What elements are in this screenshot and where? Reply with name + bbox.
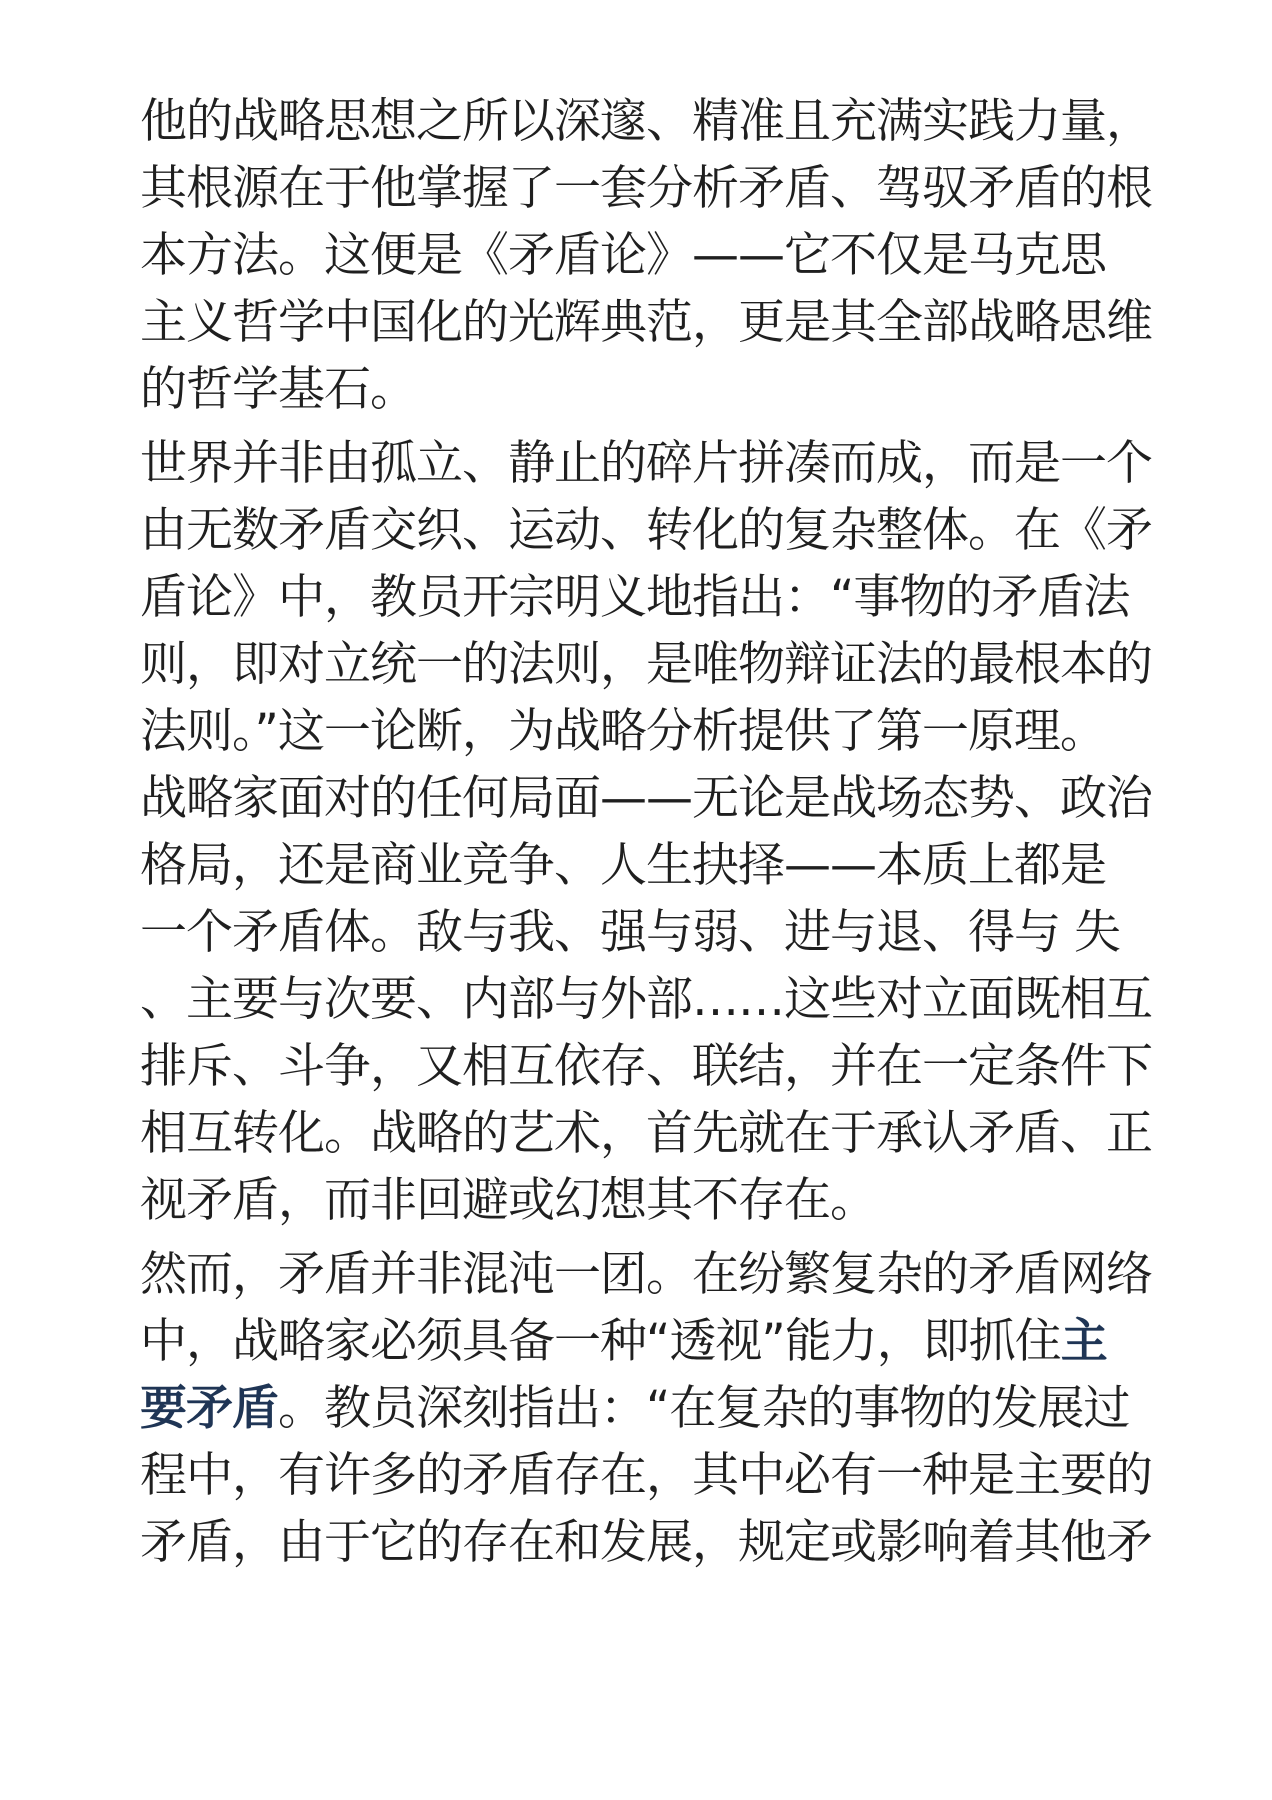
paragraph-3 <box>140 1241 1152 1576</box>
paragraph-2 <box>140 430 1152 1234</box>
text-line: 然而，矛盾并非混沌一团。在纷繁复杂的矛盾网络 <box>140 1247 1152 1302</box>
emphasis-main-contradiction: 要矛盾 <box>140 1381 278 1436</box>
text-line: 其根源在于他掌握了一套分析矛盾、驾驭矛盾的根 <box>140 161 1152 216</box>
text-line: 本方法。这便是《矛盾论》——它不仅是马克思 <box>140 228 1106 283</box>
text-line: 则，即对立统一的法则，是唯物辩证法的最根本的 <box>140 637 1152 692</box>
text-line: 主义哲学中国化的光辉典范，更是其全部战略思维 <box>140 295 1152 350</box>
article-body <box>140 88 1152 1583</box>
text-line: 格局，还是商业竞争、人生抉择——本质上都是 <box>140 838 1106 893</box>
text-line: 法则。”这一论断，为战略分析提供了第一原理。 <box>140 704 1106 759</box>
text-line: 的哲学基石。 <box>140 362 416 417</box>
text-line: 盾论》中，教员开宗明义地指出：“事物的矛盾法 <box>140 570 1130 625</box>
text-line: 、主要与次要、内部与外部……这些对立面既相互 <box>140 972 1152 1027</box>
text-line: 程中，有许多的矛盾存在，其中必有一种是主要的 <box>140 1448 1152 1503</box>
text-segment: 。教员深刻指出：“在复杂的事物的发展过 <box>278 1381 1130 1436</box>
text-line: 一个矛盾体。敌与我、强与弱、进与退、得与 失 <box>140 905 1120 960</box>
paragraph-1 <box>140 88 1152 423</box>
text-line: 排斥、斗争，又相互依存、联结，并在一定条件下 <box>140 1039 1152 1094</box>
text-line: 视矛盾，而非回避或幻想其不存在。 <box>140 1173 876 1228</box>
emphasis-main-contradiction: 主 <box>1060 1314 1107 1369</box>
text-line <box>140 1308 1140 1375</box>
text-segment: 中，战略家必须具备一种“透视”能力，即抓住 <box>140 1314 1061 1369</box>
text-line <box>140 1375 1140 1442</box>
text-line: 由无数矛盾交织、运动、转化的复杂整体。在《矛 <box>140 503 1152 558</box>
text-line: 世界并非由孤立、静止的碎片拼凑而成，而是一个 <box>140 436 1152 491</box>
text-line: 相互转化。战略的艺术，首先就在于承认矛盾、正 <box>140 1106 1152 1161</box>
text-line: 他的战略思想之所以深邃、精准且充满实践力量， <box>140 94 1152 149</box>
text-line: 战略家面对的任何局面——无论是战场态势、政治 <box>140 771 1152 826</box>
text-line: 矛盾，由于它的存在和发展，规定或影响着其他矛 <box>140 1515 1152 1570</box>
